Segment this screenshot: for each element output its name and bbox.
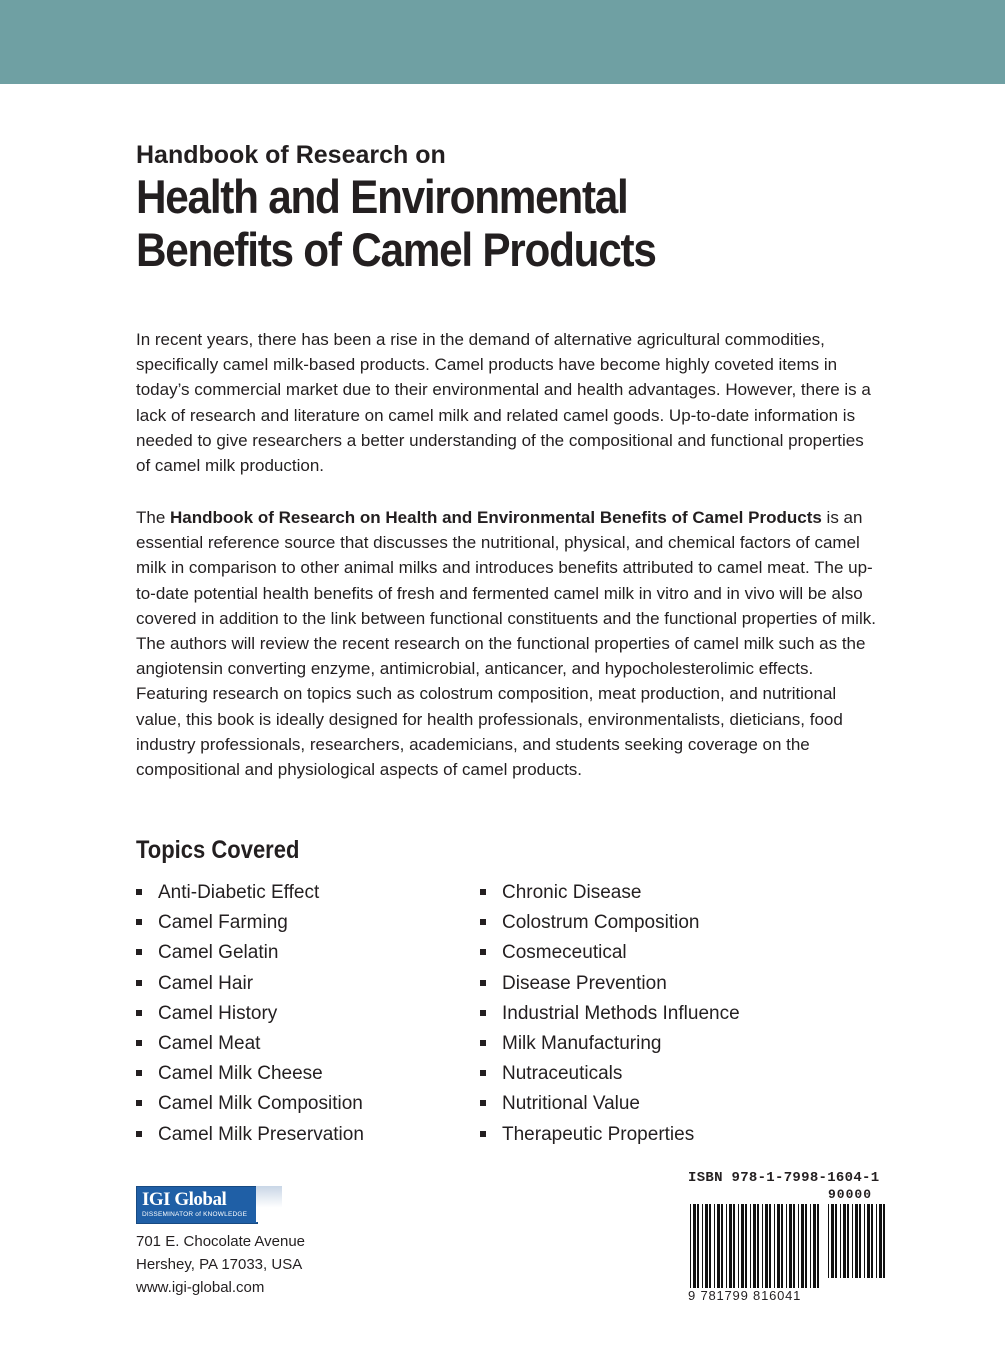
- list-item: Chronic Disease: [480, 878, 740, 908]
- barcode-bar: [813, 1204, 816, 1288]
- publisher-address: [136, 1230, 305, 1299]
- bullet-icon: [480, 1070, 486, 1076]
- bullet-icon: [136, 980, 142, 986]
- barcode-bar: [709, 1204, 711, 1288]
- list-item: Nutritional Value: [480, 1089, 740, 1119]
- barcode-bar: [801, 1204, 804, 1288]
- bullet-icon: [136, 1010, 142, 1016]
- barcode-bar: [705, 1204, 708, 1288]
- topics-list-left: [136, 878, 364, 1150]
- barcode-bar: [843, 1204, 846, 1278]
- list-item: Disease Prevention: [480, 969, 740, 999]
- paragraph-2-intro: The: [136, 508, 171, 527]
- isbn-barcode: [680, 1170, 890, 1305]
- barcode-bar: [798, 1204, 799, 1288]
- bullet-icon: [480, 980, 486, 986]
- barcode-bar: [693, 1204, 696, 1288]
- price-code: 90000: [828, 1187, 873, 1202]
- bullet-icon: [136, 1131, 142, 1137]
- barcode-bar: [793, 1204, 795, 1288]
- barcode-bar: [765, 1204, 768, 1288]
- publisher-website: www.igi-global.com: [136, 1279, 265, 1296]
- barcode-bar: [729, 1204, 732, 1288]
- list-item: Camel Meat: [136, 1029, 364, 1059]
- barcode-bar: [817, 1204, 819, 1288]
- bullet-icon: [136, 889, 142, 895]
- top-color-band: [0, 0, 1005, 84]
- barcode-bar: [855, 1204, 858, 1278]
- barcode-bar: [753, 1204, 756, 1288]
- book-title: [136, 171, 856, 276]
- barcode-bar: [714, 1204, 715, 1288]
- title-block: [136, 140, 876, 277]
- list-item: Nutraceuticals: [480, 1059, 740, 1089]
- address-city: Hershey, PA 17033, USA: [136, 1256, 303, 1273]
- paragraph-2-body: is an essential reference source that discusses the nutritional, physical, and chemical factors of camel milk in comparison to other animal milks and introduces benefits attributed to camel meat. The up-to-date potential health benefits of fresh and fermented camel milk in vitro and in vivo will be also covered in addition to the link between functional constituents and the functional properties of milk. The authors will review the recent research on the functional properties of camel milk such as the angiotensin converting enzyme, antimicrobial, anticancer, and hypocholesterolimic effects. Featuring research on topics such as colostrum composition, meat production, and nutritional value, this book is ideally designed for health professionals, environmentalists, dieticians, food industry professionals, researchers, academicians, and students seeking coverage on the compositional and physiological aspects of camel products.: [136, 508, 876, 780]
- barcode-bar: [762, 1204, 763, 1288]
- barcode-bar: [852, 1204, 853, 1278]
- barcode-bar: [750, 1204, 751, 1288]
- barcode-bar: [835, 1204, 837, 1278]
- barcode-bar: [879, 1204, 882, 1278]
- bullet-icon: [136, 1040, 142, 1046]
- list-item: Camel Milk Composition: [136, 1089, 364, 1119]
- bullet-icon: [480, 1010, 486, 1016]
- list-item: Industrial Methods Influence: [480, 999, 740, 1029]
- logo-tagline: DISSEMINATOR of KNOWLEDGE: [142, 1211, 248, 1218]
- barcode-bar: [717, 1204, 720, 1288]
- barcode-digits: 9 781799 816041: [688, 1288, 802, 1303]
- list-item: Milk Manufacturing: [480, 1029, 740, 1059]
- barcode-bar: [867, 1204, 870, 1278]
- list-item: Camel History: [136, 999, 364, 1029]
- series-title: Handbook of Research on: [136, 141, 446, 169]
- barcode-bar: [864, 1204, 865, 1278]
- list-item: Therapeutic Properties: [480, 1120, 740, 1150]
- bullet-icon: [136, 1100, 142, 1106]
- barcode-bar: [831, 1204, 834, 1278]
- barcode-bar: [745, 1204, 747, 1288]
- bullet-icon: [136, 949, 142, 955]
- barcode-bar: [781, 1204, 783, 1288]
- barcode-bar: [828, 1204, 829, 1278]
- barcode-bar: [859, 1204, 861, 1278]
- logo-swoosh-icon: [256, 1186, 282, 1222]
- bullet-icon: [480, 1100, 486, 1106]
- list-item: Camel Hair: [136, 969, 364, 999]
- barcode-bar: [738, 1204, 739, 1288]
- bullet-icon: [480, 919, 486, 925]
- list-item: Camel Milk Preservation: [136, 1120, 364, 1150]
- topics-list-right: [480, 878, 740, 1150]
- barcode-icon: [680, 1204, 890, 1288]
- topics-heading: Topics Covered: [136, 836, 300, 864]
- barcode-bar: [726, 1204, 727, 1288]
- list-item: Anti-Diabetic Effect: [136, 878, 364, 908]
- isbn-label: ISBN 978-1-7998-1604-1: [688, 1170, 880, 1186]
- description-paragraph-1: In recent years, there has been a rise in the demand of alternative agricultural commodities, specifically camel milk-based products. Camel products have become highly coveted items in today’s commercial market due to their environmental and health advantages. However, there is a lack of research and literature on camel milk and related camel goods. Up-to-date information is needed to give researchers a better understanding of the compositional and functional properties of camel milk production.: [136, 330, 871, 476]
- barcode-bar: [789, 1204, 792, 1288]
- barcode-bar: [774, 1204, 775, 1288]
- list-item: Camel Farming: [136, 908, 364, 938]
- bullet-icon: [136, 919, 142, 925]
- barcode-bar: [690, 1204, 691, 1288]
- barcode-bar: [741, 1204, 744, 1288]
- bullet-icon: [136, 1070, 142, 1076]
- barcode-bar: [805, 1204, 807, 1288]
- barcode-bar: [847, 1204, 849, 1278]
- book-title-line-2: Benefits of Camel Products: [136, 222, 656, 276]
- list-item: Camel Gelatin: [136, 938, 364, 968]
- barcode-bar: [769, 1204, 771, 1288]
- barcode-bar: [840, 1204, 841, 1278]
- description-paragraph-2: [136, 505, 876, 782]
- barcode-bar: [786, 1204, 787, 1288]
- list-item: Camel Milk Cheese: [136, 1059, 364, 1089]
- address-street: 701 E. Chocolate Avenue: [136, 1233, 306, 1250]
- barcode-bar: [810, 1204, 811, 1288]
- barcode-bar: [697, 1204, 699, 1288]
- paragraph-2-book-title: Handbook of Research on Health and Environmental Benefits of Camel Products: [170, 508, 822, 527]
- bullet-icon: [480, 949, 486, 955]
- bullet-icon: [480, 1131, 486, 1137]
- list-item: Cosmeceutical: [480, 938, 740, 968]
- list-item: Colostrum Composition: [480, 908, 740, 938]
- bullet-icon: [480, 1040, 486, 1046]
- barcode-bar: [777, 1204, 780, 1288]
- book-title-line-1: Health and Environmental: [136, 170, 628, 224]
- bullet-icon: [480, 889, 486, 895]
- barcode-bar: [733, 1204, 735, 1288]
- logo-name: IGI Global: [142, 1189, 227, 1210]
- igi-global-logo: [136, 1186, 258, 1224]
- barcode-bar: [757, 1204, 759, 1288]
- barcode-bar: [883, 1204, 885, 1278]
- barcode-bar: [871, 1204, 873, 1278]
- barcode-bar: [876, 1204, 877, 1278]
- barcode-bar: [721, 1204, 723, 1288]
- barcode-bar: [702, 1204, 703, 1288]
